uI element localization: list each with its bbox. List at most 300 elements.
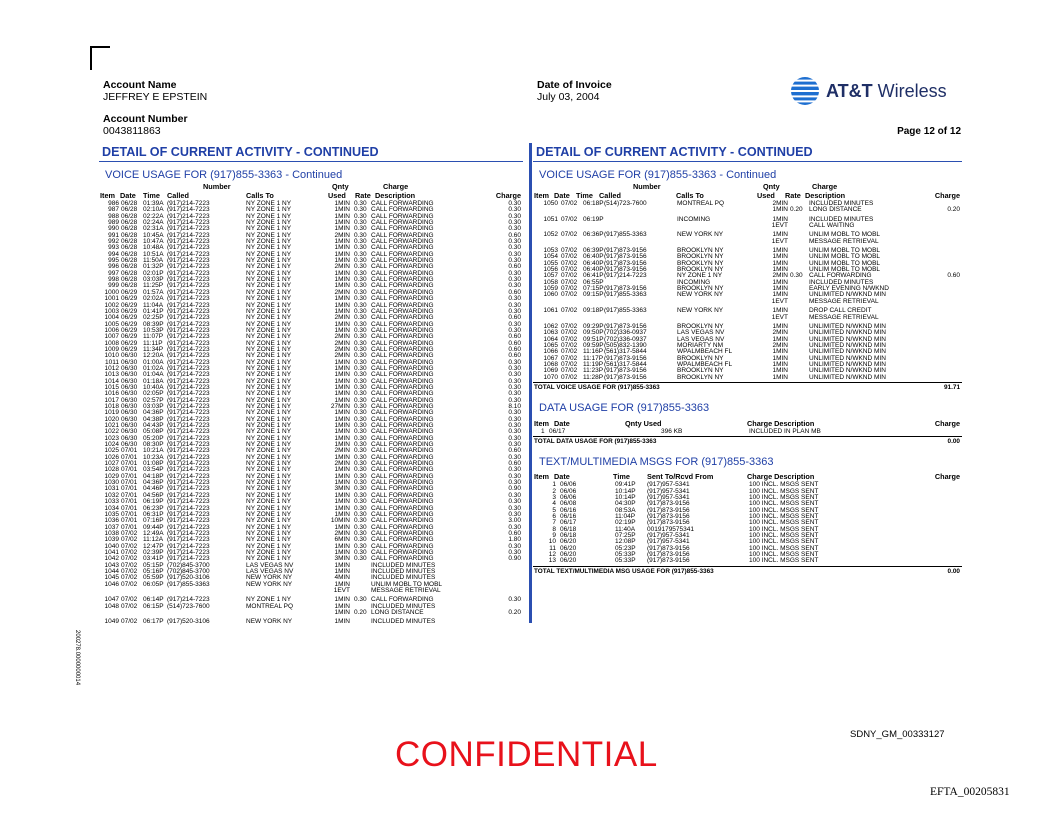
- item-cell: 1003: [104, 307, 119, 315]
- date-cell: 06/06: [560, 481, 577, 489]
- description-cell: MESSAGE RETRIEVAL: [809, 313, 879, 321]
- calls-to-cell: NY ZONE 1 NY: [677, 272, 723, 280]
- att-wireless-logo: [790, 76, 970, 106]
- description-cell: CALL FORWARDING: [371, 529, 434, 537]
- item-cell: 994: [108, 250, 119, 258]
- used-cell: 1MIN: [334, 238, 350, 246]
- called-cell: (702)845-3700: [167, 567, 210, 575]
- calls-to-cell: NY ZONE 1 NY: [246, 485, 292, 493]
- used-cell: 1MIN: [772, 348, 788, 356]
- description-cell: CALL FORWARDING: [371, 244, 434, 252]
- time-cell: 10:21A: [143, 447, 164, 455]
- called-cell: (917)214-7223: [167, 288, 210, 296]
- date-cell: 06/28: [121, 238, 138, 246]
- charge-cell: 0.60: [508, 314, 521, 322]
- called-cell: (917)214-7223: [167, 320, 210, 328]
- sent-to-cell: (917)957-5341: [647, 493, 690, 501]
- voice-usage-title: VOICE USAGE FOR (917)855-3363 - Continued: [105, 169, 343, 181]
- used-cell: 1MIN: [334, 390, 350, 398]
- col-used: Used: [757, 191, 775, 200]
- rate-cell: 0.20: [790, 206, 803, 214]
- item-cell: 990: [108, 225, 119, 233]
- charge-cell: 0.20: [508, 609, 521, 616]
- calls-to-cell: NY ZONE 1 NY: [246, 377, 292, 385]
- calls-to-cell: NY ZONE 1 NY: [246, 333, 292, 341]
- charge-cell: 0.30: [508, 504, 521, 512]
- item-cell: 993: [108, 244, 119, 252]
- item-cell: 1068: [543, 360, 558, 368]
- time-cell: 09:29P: [583, 322, 604, 330]
- charge-cell: 0.30: [508, 523, 521, 531]
- date-cell: 07/01: [121, 498, 138, 506]
- date-cell: 07/01: [121, 510, 138, 518]
- time-cell: 11:07P: [143, 333, 164, 341]
- rate-cell: 0.30: [354, 409, 367, 417]
- called-cell: (917)214-7223: [167, 498, 210, 506]
- time-cell: 11:23P: [583, 367, 604, 375]
- date-cell: 06/30: [121, 403, 138, 410]
- description-cell: CALL FORWARDING: [371, 339, 434, 347]
- sent-to-cell: 0019179575341: [647, 525, 694, 533]
- column-divider: [529, 143, 532, 623]
- charge-cell: 0.30: [508, 269, 521, 277]
- calls-to-cell: BROOKLYN NY: [677, 266, 724, 274]
- date-cell: 06/20: [560, 557, 577, 565]
- calls-to-cell: NEW YORK NY: [677, 307, 724, 315]
- item-cell: 1067: [543, 354, 558, 362]
- description-cell: UNLIMITED N/WKND MIN: [809, 348, 886, 356]
- charge-cell: 0.30: [508, 415, 521, 423]
- called-cell: (917)214-7223: [167, 276, 210, 284]
- calls-to-cell: NEW YORK NY: [677, 291, 724, 299]
- calls-to-cell: NY ZONE 1 NY: [246, 504, 292, 512]
- date-cell: 06/28: [121, 231, 138, 239]
- date-cell: 06/29: [121, 326, 138, 334]
- item-cell: 1066: [543, 348, 558, 356]
- called-cell: (917)214-7223: [167, 517, 210, 525]
- col-called: Called: [167, 191, 189, 200]
- description-cell: CALL FORWARDING: [371, 250, 434, 258]
- item-cell: 1035: [104, 510, 119, 518]
- text-msgs-rows: [533, 482, 962, 564]
- rate-cell: 0.30: [354, 485, 367, 493]
- item-cell: 1023: [104, 434, 119, 442]
- calls-to-cell: NY ZONE 1 NY: [246, 422, 292, 430]
- charge-cell: 0.30: [508, 596, 521, 604]
- charge-cell: 0.90: [508, 555, 521, 563]
- used-cell: 1MIN: [334, 441, 350, 449]
- used-cell: 1MIN: [334, 618, 350, 626]
- date-cell: 06/30: [121, 415, 138, 423]
- rate-cell: 0.30: [354, 542, 367, 550]
- rate-cell: 0.30: [354, 225, 367, 233]
- description-cell: UNLIM MOBL TO MOBL: [809, 231, 881, 239]
- charge-cell: 0.60: [508, 339, 521, 347]
- calls-to-cell: NY ZONE 1 NY: [246, 403, 292, 410]
- used-cell: 3MIN: [334, 485, 350, 493]
- used-cell: 1MIN: [334, 428, 350, 436]
- time-cell: 06:23P: [143, 504, 164, 512]
- col-item: Item: [534, 418, 550, 428]
- calls-to-cell: LAS VEGAS NV: [677, 329, 725, 337]
- col-sent-to: Sent To/Rcvd From: [647, 472, 714, 482]
- calls-to-cell: NY ZONE 1 NY: [246, 276, 292, 284]
- description-cell: CALL FORWARDING: [371, 301, 434, 309]
- charge-cell: 0.60: [947, 272, 960, 280]
- time-cell: 06:55P: [583, 278, 604, 286]
- sdny-stamp: SDNY_GM_00333127: [850, 729, 945, 740]
- calls-to-cell: NY ZONE 1 NY: [246, 345, 292, 353]
- description-cell: CALL FORWARDING: [371, 555, 434, 563]
- description-cell: LONG DISTANCE: [371, 609, 424, 616]
- called-cell: (514)723-7600: [167, 602, 210, 610]
- col-rate: Rate: [785, 191, 801, 200]
- calls-to-cell: NY ZONE 1 NY: [246, 396, 292, 404]
- date-cell: 06/28: [121, 250, 138, 258]
- time-cell: 02:57P: [143, 396, 164, 404]
- time-cell: 05:33P: [615, 551, 636, 559]
- sent-to-cell: (917)873-9156: [647, 519, 690, 527]
- used-cell: 1MIN: [334, 364, 350, 372]
- called-cell: (917)214-7223: [167, 282, 210, 290]
- col-description: Description: [805, 191, 846, 200]
- charge-cell: 0.30: [508, 434, 521, 442]
- time-cell: 09:59P: [583, 341, 604, 349]
- called-cell: (917)214-7223: [167, 257, 210, 265]
- used-cell: 1MIN: [334, 295, 350, 303]
- called-cell: (917)214-7223: [167, 225, 210, 233]
- time-cell: 11:12A: [143, 536, 164, 544]
- time-cell: 09:41P: [615, 481, 636, 489]
- calls-to-cell: NY ZONE 1 NY: [246, 434, 292, 442]
- used-cell: 3MIN: [334, 555, 350, 563]
- description-cell: CALL FORWARDING: [371, 320, 434, 328]
- date-cell: 06/28: [121, 257, 138, 265]
- rate-cell: 0.20: [354, 609, 367, 616]
- rate-cell: 0.30: [354, 371, 367, 379]
- account-number: 0043811863: [103, 125, 161, 137]
- date-cell: 07/02: [121, 529, 138, 537]
- calls-to-cell: NY ZONE 1 NY: [246, 460, 292, 468]
- rate-cell: 0.30: [354, 434, 367, 442]
- description-cell: UNLIMITED N/WKND MIN: [809, 291, 886, 299]
- description-cell: CALL FORWARDING: [371, 206, 434, 214]
- text-total-label: TOTAL TEXT/MULTIMEDIA MSG USAGE FOR (917)855-3363: [534, 567, 714, 575]
- description-cell: UNLIM MOBL TO MOBL: [809, 259, 881, 267]
- charge-cell: 8.10: [508, 403, 521, 410]
- calls-to-cell: INCOMING: [677, 278, 711, 286]
- description-cell: CALL FORWARDING: [371, 345, 434, 353]
- called-cell: (505)832-1390: [604, 341, 647, 349]
- time-cell: 06:39P: [583, 247, 604, 255]
- item-cell: 1011: [105, 358, 119, 366]
- rate-cell: 0.30: [354, 301, 367, 309]
- rate-cell: 0.30: [354, 383, 367, 391]
- time-cell: 09:50P: [583, 329, 604, 337]
- voice-total-row: [533, 382, 962, 391]
- used-cell: 10MIN: [330, 517, 350, 525]
- description-cell: CALL FORWARDING: [371, 333, 434, 341]
- used-cell: 1MIN: [334, 609, 350, 616]
- calls-to-cell: NY ZONE 1 NY: [246, 231, 292, 239]
- time-cell: 02:22A: [143, 212, 164, 220]
- time-cell: 01:32P: [143, 263, 164, 271]
- rate-cell: 0.30: [354, 529, 367, 537]
- item-cell: 987: [108, 206, 119, 214]
- calls-to-cell: NY ZONE 1 NY: [246, 498, 292, 506]
- calls-to-cell: NY ZONE 1 NY: [246, 453, 292, 461]
- date-cell: 06/30: [121, 352, 138, 360]
- calls-to-cell: NY ZONE 1 NY: [246, 295, 292, 303]
- time-cell: 05:15P: [143, 561, 164, 569]
- charge-cell: 0.60: [508, 231, 521, 239]
- text-msgs-title: TEXT/MULTIMEDIA MSGS FOR (917)855-3363: [539, 456, 774, 469]
- rate-cell: 0.30: [354, 364, 367, 372]
- description-cell: UNLIMITED N/WKND MIN: [809, 341, 886, 349]
- time-cell: 11:25P: [143, 282, 164, 290]
- used-cell: 1MIN: [772, 231, 788, 239]
- charge-cell: 0.60: [508, 288, 521, 296]
- charge-cell: 0.30: [508, 307, 521, 315]
- table-row: [99, 610, 523, 616]
- rate-cell: 0.30: [354, 460, 367, 468]
- time-cell: 07:15P: [583, 285, 604, 293]
- rate-cell: 0.30: [354, 276, 367, 284]
- time-cell: 09:15P: [583, 291, 604, 299]
- table-row: [533, 207, 962, 213]
- charge-cell: 0.60: [508, 333, 521, 341]
- called-cell: (702)845-3700: [167, 561, 210, 569]
- side-code: 200278.0000000014: [74, 630, 80, 686]
- used-cell: 1MIN: [334, 548, 350, 556]
- charge-cell: 0.60: [508, 460, 521, 468]
- calls-to-cell: NEW YORK NY: [246, 580, 293, 588]
- date-cell: 06/28: [121, 282, 138, 290]
- rate-cell: 0.30: [354, 466, 367, 474]
- calls-to-cell: NY ZONE 1 NY: [246, 314, 292, 322]
- item-cell: 1061: [543, 307, 558, 315]
- description-cell: CALL FORWARDING: [371, 434, 434, 442]
- time-cell: 11:50A: [143, 257, 164, 265]
- called-cell: (917)214-7223: [167, 428, 210, 436]
- calls-to-cell: BROOKLYN NY: [677, 373, 724, 381]
- time-cell: 06:19P: [143, 498, 164, 506]
- description-cell: CALL FORWARDING: [371, 596, 434, 604]
- description-cell: 100 INCL. MSGS SENT: [749, 532, 819, 540]
- col-date: Date: [554, 472, 570, 482]
- item-cell: 1005: [104, 320, 119, 328]
- calls-to-cell: NY ZONE 1 NY: [246, 339, 292, 347]
- used-cell: 2MIN: [334, 339, 350, 347]
- called-cell: (917)214-7223: [167, 491, 210, 499]
- voice-column-headers: [99, 181, 523, 201]
- account-name-label: Account Name: [103, 79, 177, 91]
- date-cell: 07/02: [561, 253, 578, 261]
- used-cell: 1MIN: [334, 479, 350, 487]
- description-cell: 100 INCL. MSGS SENT: [749, 506, 819, 514]
- efta-stamp: EFTA_00205831: [930, 786, 1010, 798]
- rate-cell: 0.30: [354, 206, 367, 214]
- used-cell: 2MIN: [334, 333, 350, 341]
- time-cell: 01:00A: [143, 358, 164, 366]
- description-cell: CALL FORWARDING: [371, 225, 434, 233]
- date-cell: 07/02: [121, 536, 138, 544]
- description-cell: CALL FORWARDING: [371, 428, 434, 436]
- invoice-date: July 03, 2004: [537, 91, 600, 103]
- time-cell: 06:05P: [143, 580, 164, 588]
- used-cell: 2MIN: [772, 329, 788, 337]
- time-cell: 12:08P: [615, 538, 636, 546]
- called-cell: (917)873-9156: [604, 373, 647, 381]
- used-cell: 1MIN: [334, 510, 350, 518]
- charge-cell: 0.30: [508, 371, 521, 379]
- charge-cell: 1.80: [508, 536, 521, 544]
- logo-bold-text: AT&T: [826, 80, 873, 101]
- data-total-row: [533, 436, 962, 445]
- col-time: Time: [576, 191, 593, 200]
- called-cell: (917)214-7223: [167, 219, 210, 227]
- col-called: Called: [599, 191, 621, 200]
- called-cell: (917)214-7223: [604, 272, 647, 280]
- time-cell: 10:14P: [615, 487, 636, 495]
- crop-mark: [90, 46, 92, 70]
- calls-to-cell: NEW YORK NY: [246, 574, 293, 582]
- time-cell: 06:14P: [143, 596, 164, 604]
- col-calls-to: Calls To: [676, 191, 704, 200]
- calls-to-cell: NY ZONE 1 NY: [246, 466, 292, 474]
- called-cell: (917)214-7223: [167, 371, 210, 379]
- item-cell: 1002: [104, 301, 119, 309]
- time-cell: 09:44P: [143, 523, 164, 531]
- date-cell: 07/02: [121, 580, 138, 588]
- used-cell: 1MIN: [334, 561, 350, 569]
- time-cell: 05:33P: [615, 557, 636, 565]
- description-cell: 100 INCL. MSGS SENT: [749, 500, 819, 508]
- charge-cell: 0.30: [508, 250, 521, 258]
- description-cell: UNLIMITED N/WKND MIN: [809, 373, 886, 381]
- called-cell: (917)214-7223: [167, 447, 210, 455]
- calls-to-cell: NY ZONE 1 NY: [246, 517, 292, 525]
- date-cell: 06/06: [560, 487, 577, 495]
- item-cell: 1034: [104, 504, 119, 512]
- calls-to-cell: NY ZONE 1 NY: [246, 409, 292, 417]
- item-cell: 986: [108, 200, 119, 207]
- section-title: DETAIL OF CURRENT ACTIVITY - CONTINUED: [99, 143, 523, 162]
- voice-rows-left: [99, 201, 523, 626]
- time-cell: 08:39P: [143, 320, 164, 328]
- description-cell: CALL FORWARDING: [371, 498, 434, 506]
- calls-to-cell: NEW YORK NY: [677, 231, 724, 239]
- date-cell: 06/28: [121, 244, 138, 252]
- rate-cell: 0.30: [354, 523, 367, 531]
- col-time: Time: [143, 191, 160, 200]
- called-cell: (917)214-7223: [167, 523, 210, 531]
- used-cell: 1MIN: [772, 373, 788, 381]
- used-cell: 2MIN: [334, 314, 350, 322]
- item-cell: 988: [108, 212, 119, 220]
- description-cell: CALL FORWARDING: [371, 257, 434, 265]
- charge-cell: 0.30: [508, 479, 521, 487]
- charge-cell: 0.60: [508, 447, 521, 455]
- used-cell: 2MIN: [334, 288, 350, 296]
- date-cell: 07/02: [561, 335, 578, 343]
- time-cell: 06:40P: [583, 253, 604, 261]
- charge-cell: 0.30: [508, 219, 521, 227]
- description-cell: CALL FORWARDING: [371, 485, 434, 493]
- date-cell: 06/16: [560, 513, 577, 520]
- description-cell: UNLIMITED N/WKND MIN: [809, 354, 886, 362]
- charge-cell: 0.30: [508, 282, 521, 290]
- item-cell: 1041: [104, 548, 119, 556]
- date-cell: 07/02: [121, 574, 138, 582]
- item-cell: 1029: [104, 472, 119, 480]
- data-usage-rows: [533, 429, 962, 435]
- item-cell: 1044: [104, 567, 119, 575]
- description-cell: UNLIMITED N/WKND MIN: [809, 329, 886, 337]
- called-cell: (917)214-7223: [167, 466, 210, 474]
- charge-cell: 0.30: [508, 377, 521, 385]
- rate-cell: 0.30: [354, 358, 367, 366]
- date-cell: 07/01: [121, 472, 138, 480]
- date-cell: 06/29: [121, 314, 138, 322]
- item-cell: 4: [552, 500, 556, 508]
- date-cell: 07/01: [121, 504, 138, 512]
- called-cell: (917)214-7223: [167, 422, 210, 430]
- used-cell: 1MIN: [334, 602, 350, 610]
- item-cell: 1025: [104, 447, 119, 455]
- calls-to-cell: NY ZONE 1 NY: [246, 263, 292, 271]
- item-cell: 1036: [104, 517, 119, 525]
- calls-to-cell: BROOKLYN NY: [677, 354, 724, 362]
- called-cell: (917)855-3363: [604, 291, 647, 299]
- item-cell: 11: [549, 544, 556, 552]
- date-cell: 06/29: [121, 288, 138, 296]
- calls-to-cell: NY ZONE 1 NY: [246, 447, 292, 455]
- calls-to-cell: NY ZONE 1 NY: [246, 244, 292, 252]
- calls-to-cell: NY ZONE 1 NY: [246, 555, 292, 563]
- description-cell: LONG DISTANCE: [809, 206, 862, 214]
- called-cell: (917)214-7223: [167, 555, 210, 563]
- time-cell: 03:03P: [143, 276, 164, 284]
- rate-cell: 0.30: [354, 428, 367, 436]
- charge-cell: 0.60: [508, 529, 521, 537]
- item-cell: 1010: [104, 352, 119, 360]
- date-cell: 06/30: [121, 377, 138, 385]
- description-cell: MESSAGE RETRIEVAL: [371, 586, 441, 594]
- invoice-date-label: Date of Invoice: [537, 79, 612, 91]
- item-cell: 1065: [543, 341, 558, 349]
- section-title: DETAIL OF CURRENT ACTIVITY - CONTINUED: [533, 143, 962, 162]
- item-cell: 13: [548, 557, 556, 565]
- calls-to-cell: NY ZONE 1 NY: [246, 301, 292, 309]
- time-cell: 05:23P: [615, 544, 636, 552]
- date-cell: 07/02: [561, 307, 578, 315]
- used-cell: 1MIN: [334, 491, 350, 499]
- time-cell: 11:19P: [583, 360, 604, 368]
- sent-to-cell: (917)873-9156: [647, 500, 690, 508]
- called-cell: (917)873-9156: [604, 367, 647, 375]
- item-cell: 1015: [104, 383, 119, 391]
- rate-cell: 0.30: [354, 390, 367, 398]
- used-cell: 1MIN: [334, 200, 350, 207]
- called-cell: (917)214-7223: [167, 529, 210, 537]
- called-cell: (917)214-7223: [167, 479, 210, 487]
- time-cell: 10:47A: [143, 238, 164, 246]
- date-cell: 07/01: [121, 453, 138, 461]
- date-cell: 06/18: [560, 532, 577, 540]
- date-cell: 06/30: [121, 396, 138, 404]
- used-cell: 1MIN: [334, 320, 350, 328]
